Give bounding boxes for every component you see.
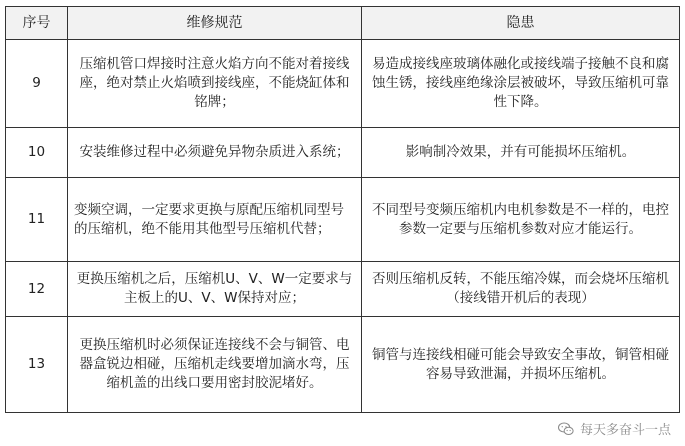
watermark-text: 每天多奋斗一点 [579,423,671,438]
header-risk: 隐患 [362,7,680,40]
row-risk: 不同型号变频压缩机内电机参数是不一样的，电控参数一定要与压缩机参数对应才能运行。 [362,178,680,262]
header-spec: 维修规范 [68,7,362,40]
row-risk: 否则压缩机反转，不能压缩冷媒，而会烧坏压缩机（接线错开机后的表现） [362,262,680,317]
row-spec: 变频空调，一定要求更换与原配压缩机同型号的压缩机，绝不能用其他型号压缩机代替； [68,178,362,262]
table-header-row [6,7,680,40]
table-row [6,128,680,178]
table-row [6,262,680,317]
table-row [6,40,680,128]
row-number: 12 [6,262,68,317]
wechat-icon [557,420,575,438]
table-row [6,317,680,413]
row-number: 10 [6,128,68,178]
row-spec: 压缩机管口焊接时注意火焰方向不能对着接线座，绝对禁止火焰喷到接线座，不能烧缸体和铭牌； [68,40,362,128]
row-spec: 更换压缩机时必须保证连接线不会与铜管、电器盒锐边相碰，压缩机走线要增加滴水弯，压缩机盖的出线口要用密封胶泥堵好。 [68,317,362,413]
watermark [557,419,671,438]
row-risk: 影响制冷效果，并有可能损坏压缩机。 [362,128,680,178]
row-spec: 安装维修过程中必须避免异物杂质进入系统； [68,128,362,178]
row-risk: 易造成接线座玻璃体融化或接线端子接触不良和腐蚀生锈，接线座绝缘涂层被破坏，导致压缩机可靠性下降。 [362,40,680,128]
row-number: 13 [6,317,68,413]
row-number: 9 [6,40,68,128]
row-number: 11 [6,178,68,262]
header-number: 序号 [6,7,68,40]
maintenance-table [5,6,680,413]
row-spec: 更换压缩机之后，压缩机U、V、W一定要求与主板上的U、V、W保持对应； [68,262,362,317]
row-risk: 铜管与连接线相碰可能会导致安全事故，铜管相碰容易导致泄漏，并损坏压缩机。 [362,317,680,413]
table-row [6,178,680,262]
